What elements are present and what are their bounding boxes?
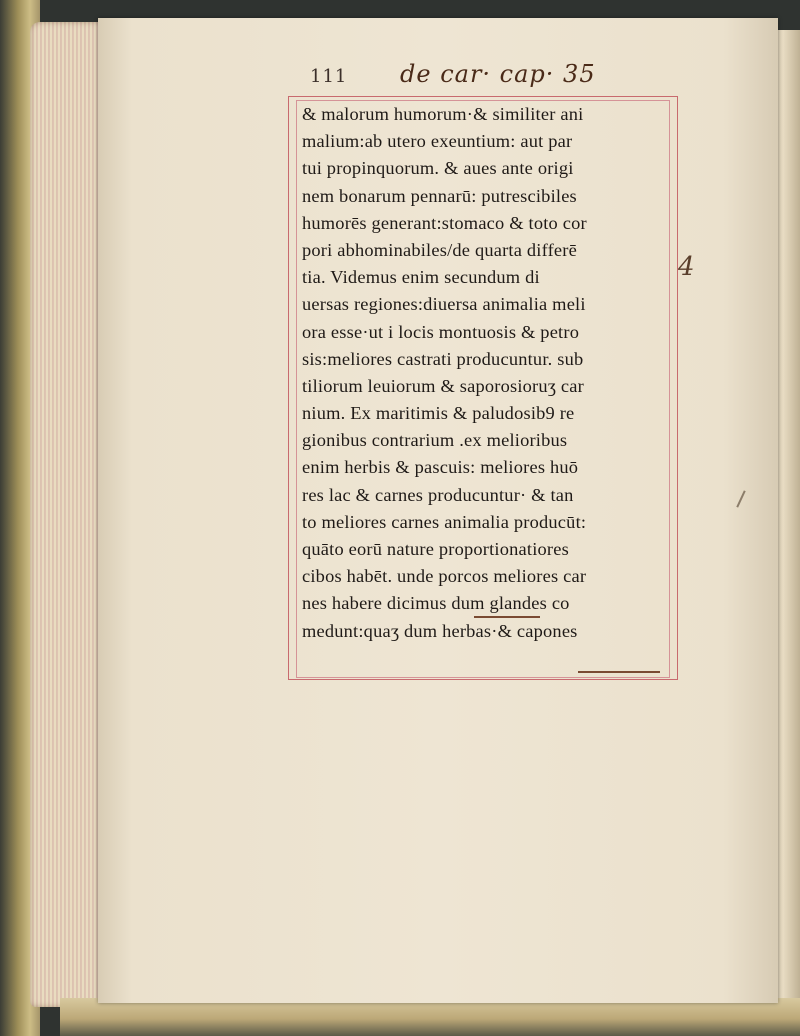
bottom-cover-edge <box>60 998 800 1036</box>
ink-underline-capones <box>578 671 660 673</box>
text-line: tiliorum leuiorum & saporosioruʒ car <box>302 375 584 396</box>
text-line: enim herbis & pascuis: meliores huō <box>302 457 579 478</box>
text-block <box>302 101 674 645</box>
text-line: ora esse·ut i locis montuosis & petro <box>302 321 580 342</box>
folio-number: 111 <box>310 66 348 87</box>
text-line: gionibus contrarium .ex melioribus <box>302 430 568 451</box>
text-line: medunt:quaʒ dum herbas·& capones <box>302 620 578 641</box>
text-line: & malorum humorum·& similiter ani <box>302 104 584 124</box>
text-line: cibos habēt. unde porcos meliores car <box>302 566 587 587</box>
text-line: nem bonarum pennarū: putrescibiles <box>302 185 577 206</box>
text-line: to meliores carnes animalia producūt: <box>302 511 587 532</box>
text-line: tia. Videmus enim secundum di <box>302 267 540 288</box>
text-line: res lac & carnes producuntur· & tan <box>302 484 574 505</box>
margin-annotation: 4 <box>678 252 695 282</box>
ink-underline-porcos <box>474 616 540 618</box>
text-line: nes habere dicimus dum glandes co <box>302 593 570 614</box>
text-line: nium. Ex maritimis & paludosib9 re <box>302 403 575 424</box>
text-line: malium:ab utero exeuntium: aut par <box>302 131 573 152</box>
page-edges <box>30 22 102 1007</box>
text-line: pori abhominabiles/de quarta differē <box>302 239 577 260</box>
text-line: tui propinquorum. & aues ante origi <box>302 158 574 179</box>
text-line: sis:meliores castrati producuntur. sub <box>302 348 584 369</box>
text-line: uersas regiones:diuersa animalia meli <box>302 294 586 315</box>
text-line: quāto eorū nature proportionatiores <box>302 539 569 559</box>
running-title: de car· cap· 35 <box>400 60 596 88</box>
text-line: humorēs generant:stomaco & toto cor <box>302 212 587 233</box>
page-header <box>310 60 670 96</box>
